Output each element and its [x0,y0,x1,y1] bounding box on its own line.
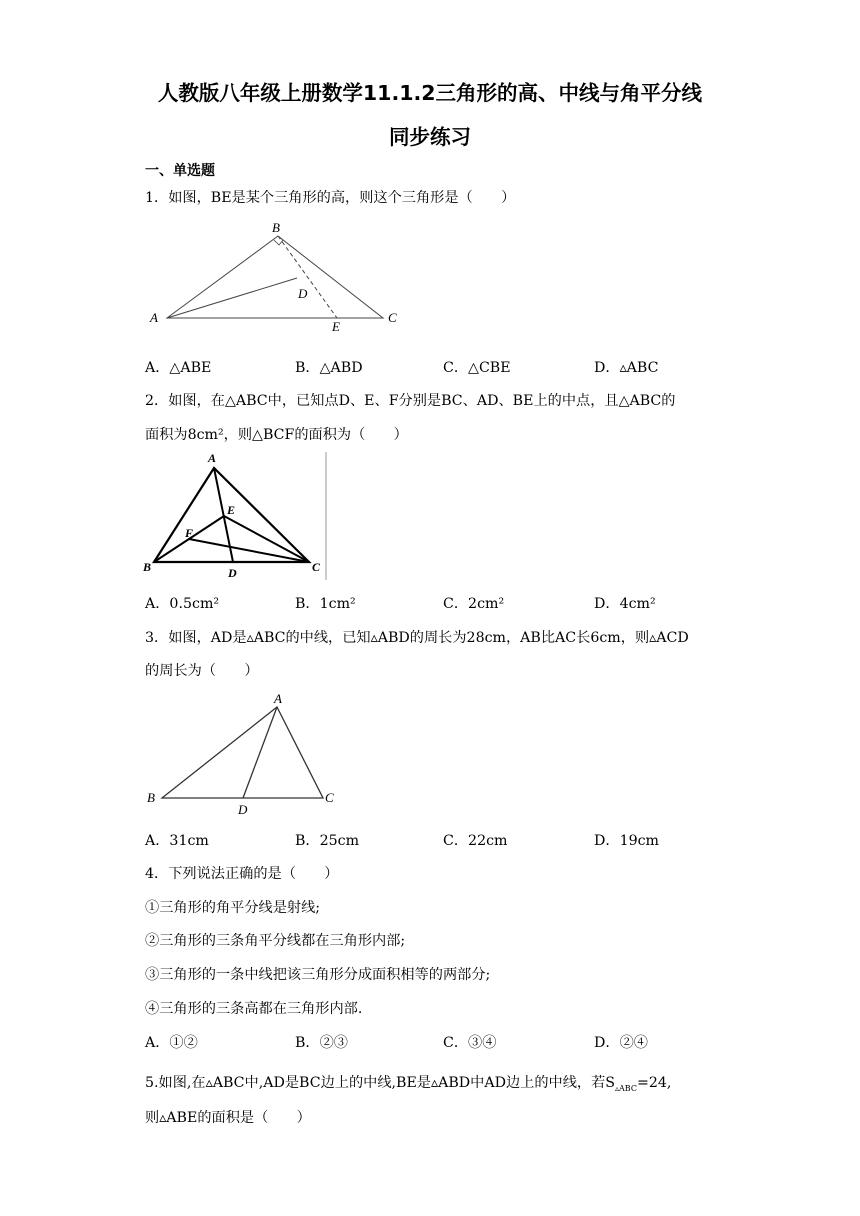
q2-segment-cf [189,539,309,562]
section-heading: 一、单选题 [145,163,215,179]
q5-stem-line1 [145,1072,671,1093]
q3-option-a[interactable]: A．31cm [145,833,209,849]
q1-label-b: B [272,220,280,235]
page-title-line1: 人教版八年级上册数学11.1.2三角形的高、中线与角平分线 [157,81,703,105]
q2-label-b: B [143,560,152,574]
q5-stem-line2: 则▵ABE的面积是（ ） [145,1110,311,1126]
q3-stem-line1: 3．如图，AD是▵ABC的中线，已知▵ABD的周长为28cm，AB比AC长6cm，则▵ACD [145,630,689,646]
q2-label-d: D [228,566,237,580]
q1-label-a: A [150,310,158,325]
q2-segment-ce [224,516,309,562]
page-title-line2: 同步练习 [389,125,471,149]
q1-stem: 1．如图，BE是某个三角形的高，则这个三角形是（ ） [145,190,516,206]
q3-option-b[interactable]: B．25cm [295,833,360,849]
q2-label-c: C [312,560,321,574]
q1-label-d: D [298,286,308,301]
q1-triangle-abc [167,236,383,318]
q1-label-e: E [332,319,340,334]
q4-option-b[interactable]: B．②③ [295,1035,348,1051]
q3-figure [140,690,350,820]
q3-label-d: D [238,802,248,817]
q4-stem: 4．下列说法正确的是（ ） [145,866,339,882]
q1-label-c: C [388,310,397,325]
q4-option-d[interactable]: D．②④ [594,1035,648,1051]
q2-option-c[interactable]: C．2cm² [443,596,505,612]
q2-label-f: F [185,526,194,540]
q4-statement-4: ④三角形的三条高都在三角形内部. [145,1001,363,1017]
q3-option-d[interactable]: D．19cm [594,833,660,849]
q2-option-d[interactable]: D．4cm² [594,596,656,612]
q3-label-c: C [325,790,334,805]
q3-label-b: B [147,790,155,805]
q1-segment-be [278,236,337,318]
q1-option-c[interactable]: C．△CBE [443,360,511,376]
q2-label-e: E [227,503,236,517]
q3-stem-line2: 的周长为（ ） [145,663,259,679]
q4-option-c[interactable]: C．③④ [443,1035,497,1051]
q3-label-a: A [274,691,282,706]
q5-subscript: ▵ABC [615,1083,637,1093]
q2-label-a: A [208,451,217,465]
q2-figure [140,450,335,582]
q3-option-c[interactable]: C．22cm [443,833,508,849]
q1-figure [140,218,410,338]
q4-statement-3: ③三角形的一条中线把该三角形分成面积相等的两部分; [145,967,491,983]
q1-right-angle-mark [274,240,283,245]
q5-stem-value: =24, [636,1075,672,1091]
q3-triangle-abc [162,707,323,798]
q2-option-b[interactable]: B．1cm² [295,596,356,612]
q1-option-b[interactable]: B．△ABD [295,360,363,376]
q2-option-a[interactable]: A．0.5cm² [145,596,220,612]
q4-statement-2: ②三角形的三条角平分线都在三角形内部; [145,933,406,949]
q2-stem-line1: 2．如图，在△ABC中，已知点D、E、F分别是BC、AD、BE上的中点，且△ABC的 [145,393,676,409]
q1-segment-ad [167,278,297,318]
q5-stem-text: 5.如图,在▵ABC中,AD是BC边上的中线,BE是▵ABD中AD边上的中线，若S [145,1075,615,1091]
q1-option-d[interactable]: D．▵ABC [594,360,659,376]
q4-option-a[interactable]: A．①② [145,1035,198,1051]
q2-stem-line2: 面积为8cm²，则△BCF的面积为（ ） [145,427,408,443]
q4-statement-1: ①三角形的角平分线是射线; [145,900,321,916]
q1-option-a[interactable]: A．△ABE [145,360,212,376]
